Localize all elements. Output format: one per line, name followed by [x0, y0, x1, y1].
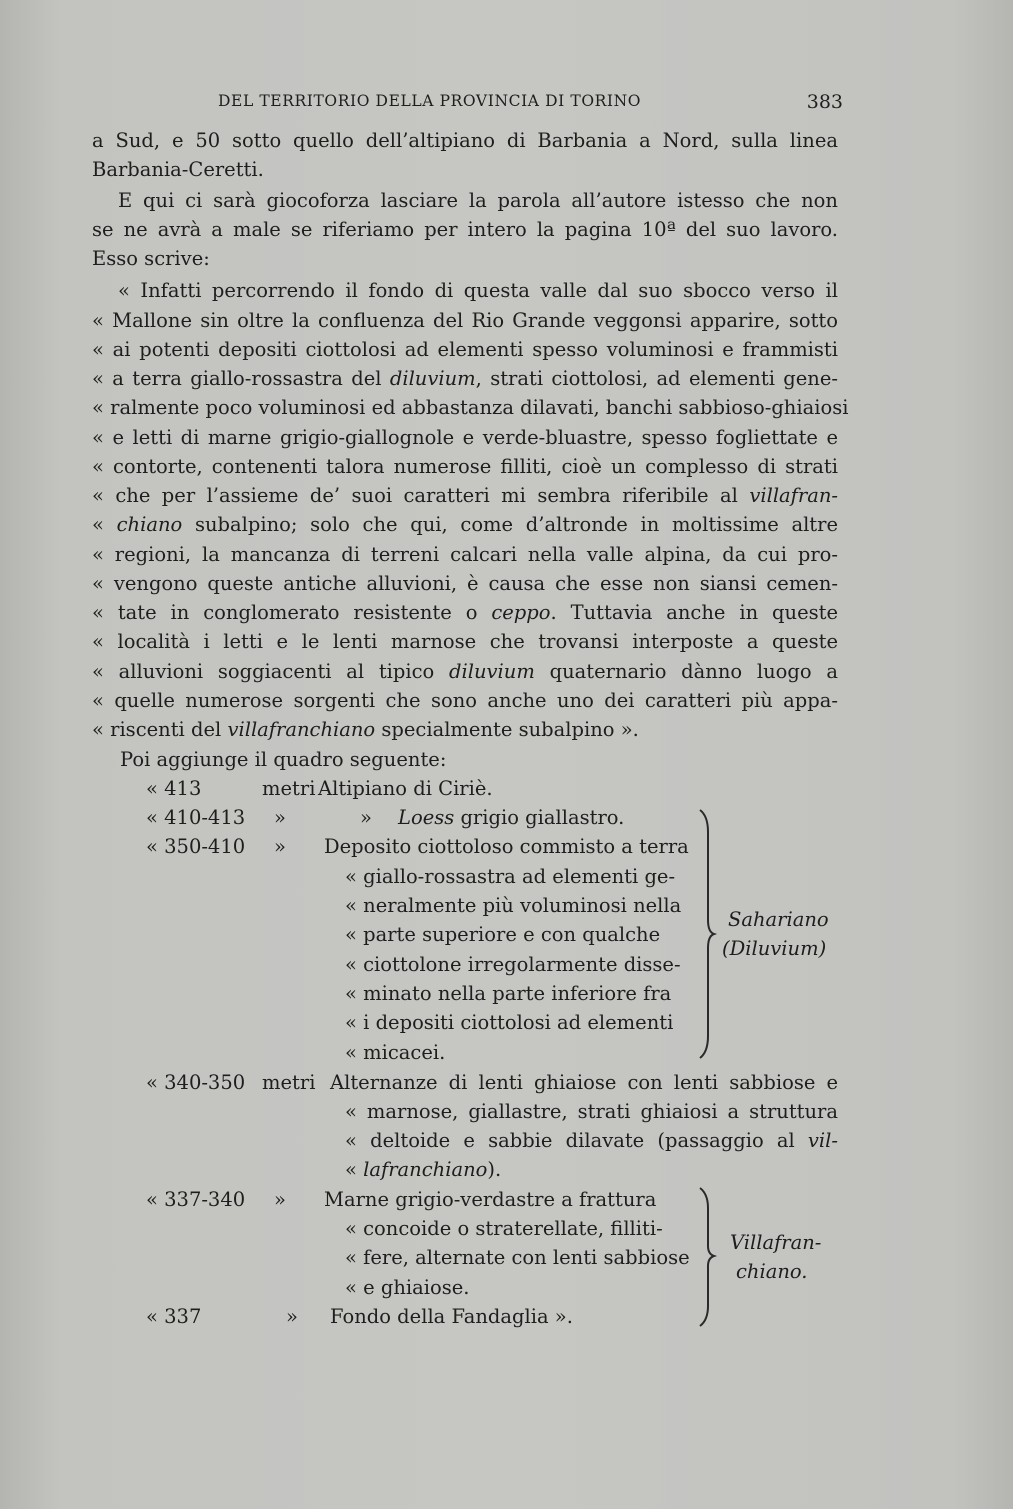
quote-italic: diluvium — [449, 660, 535, 683]
table-desc: « giallo-rossastra ad elementi ge- — [345, 865, 676, 888]
table-desc: Deposito ciottoloso commisto a terra — [324, 835, 689, 858]
table-desc-text: grigio giallastro. — [460, 806, 625, 829]
quote-text: « che per l’assieme de’ suoi caratteri mi sembra riferibile al — [92, 484, 738, 507]
quote-line — [92, 510, 838, 539]
quote-text: « alluvioni soggiacenti al tipico — [92, 660, 435, 683]
table-desc-italic: vil- — [807, 1129, 838, 1152]
quote-line: « ai potenti depositi ciottolosi ad elementi spesso voluminosi e frammisti — [92, 338, 838, 361]
table-unit: » — [274, 835, 286, 858]
table-unit: » — [274, 1188, 286, 1211]
table-range: « 350-410 — [146, 835, 246, 858]
table-unit: » — [274, 806, 286, 829]
brace-label: Villafran- — [730, 1231, 822, 1254]
table-unit: metri — [262, 777, 316, 800]
quote-line: « quelle numerose sorgenti che sono anche uno dei caratteri più appa- — [92, 689, 838, 712]
table-desc: Alternanze di lenti ghiaiose con lenti sabbiose e — [330, 1071, 838, 1094]
quote-italic: villafranchiano — [227, 718, 376, 741]
quote-text: quaternario dànno luogo a — [549, 660, 838, 683]
table-ditto: » — [360, 806, 372, 829]
quote-text: subalpino; solo che qui, come d’altronde in moltissime altre — [194, 513, 839, 536]
brace-villafranchiano — [696, 1186, 718, 1328]
quote-line — [92, 364, 838, 393]
quote-line: « località i letti e le lenti marnose che trovansi interposte a queste — [92, 630, 838, 653]
table-desc: « neralmente più voluminosi nella — [345, 894, 682, 917]
table-unit: metri — [262, 1071, 316, 1094]
quote-line: « contorte, contenenti talora numerose filliti, cioè un complesso di strati — [92, 455, 838, 478]
table-desc-text: ). — [487, 1158, 502, 1181]
table-unit: » — [286, 1305, 298, 1328]
table-desc: Altipiano di Ciriè. — [318, 777, 493, 800]
table-range: « 413 — [146, 777, 202, 800]
brace-label: chiano. — [736, 1260, 808, 1283]
quote-text: « a terra giallo-rossastra del — [92, 367, 382, 390]
table-desc: « fere, alternate con lenti sabbiose — [345, 1246, 690, 1269]
table-intro: Poi aggiunge il quadro seguente: — [120, 748, 447, 771]
quote-italic: chiano — [116, 513, 183, 536]
table-desc: Fondo della Fandaglia ». — [330, 1305, 573, 1328]
table-desc-italic: Loess — [398, 806, 455, 829]
quote-text: « — [92, 513, 104, 536]
table-range: « 410-413 — [146, 806, 246, 829]
table-range: « 337-340 — [146, 1188, 246, 1211]
text-line: se ne avrà a male se riferiamo per intero la pagina 10ª del suo lavoro. — [92, 218, 838, 241]
quote-italic: diluvium — [389, 367, 476, 390]
quote-line: « regioni, la mancanza di terreni calcari nella valle alpina, da cui pro- — [92, 543, 838, 566]
table-desc — [345, 1126, 838, 1155]
table-desc: « i depositi ciottolosi ad elementi — [345, 1011, 674, 1034]
table-desc: « parte superiore e con qualche — [345, 923, 661, 946]
table-desc: « marnose, giallastre, strati ghiaiosi a struttura — [345, 1100, 838, 1123]
table-desc-text: « deltoide e sabbie dilavate (passaggio al — [345, 1129, 795, 1152]
quote-italic: villafran- — [749, 484, 838, 507]
quote-line: « Mallone sin oltre la confluenza del Rio Grande veggonsi apparire, sotto — [92, 309, 838, 332]
table-desc: « minato nella parte inferiore fra — [345, 982, 672, 1005]
quote-line — [92, 481, 838, 510]
table-range: « 337 — [146, 1305, 202, 1328]
table-desc-text: « — [345, 1158, 357, 1181]
running-header — [218, 91, 843, 113]
quote-text: « riscenti del — [92, 718, 222, 741]
brace-label: (Diluvium) — [722, 937, 827, 960]
quote-text: « tate in conglomerato resistente o — [92, 601, 478, 624]
quote-line — [92, 598, 838, 627]
text-line: E qui ci sarà giocoforza lasciare la parola all’autore istesso che non — [118, 189, 838, 212]
text-line: a Sud, e 50 sotto quello dell’altipiano di Barbania a Nord, sulla linea — [92, 129, 838, 152]
brace-sahariano — [696, 808, 718, 1060]
quote-line: « Infatti percorrendo il fondo di questa valle dal suo sbocco verso il — [118, 279, 838, 302]
quote-line: « vengono queste antiche alluvioni, è causa che esse non siansi cemen- — [92, 572, 838, 595]
table-desc — [345, 1155, 501, 1184]
table-desc: « e ghiaiose. — [345, 1276, 470, 1299]
table-range: « 340-350 — [146, 1071, 246, 1094]
table-desc: « micacei. — [345, 1041, 446, 1064]
running-title: DEL TERRITORIO DELLA PROVINCIA DI TORINO — [218, 92, 642, 110]
page-number: 383 — [806, 91, 843, 113]
table-desc: Marne grigio-verdastre a frattura — [324, 1188, 657, 1211]
table-desc — [398, 803, 624, 832]
table-desc: « ciottolone irregolarmente disse- — [345, 953, 681, 976]
quote-line: « ralmente poco voluminosi ed abbastanza dilavati, banchi sabbioso-ghiaiosi — [92, 396, 849, 419]
quote-italic: ceppo — [491, 601, 551, 624]
table-desc: « concoide o straterellate, filliti- — [345, 1217, 663, 1240]
quote-line: « e letti di marne grigio-giallognole e verde-bluastre, spesso fogliettate e — [92, 426, 838, 449]
table-desc-italic: lafranchiano — [363, 1158, 488, 1181]
quote-line — [92, 715, 838, 744]
brace-label: Sahariano — [728, 908, 829, 931]
quote-text: specialmente subalpino ». — [381, 718, 639, 741]
text-line: Esso scrive: — [92, 247, 210, 270]
quote-line — [92, 657, 838, 686]
quote-text: , strati ciottolosi, ad elementi gene- — [475, 367, 838, 390]
text-line: Barbania-Ceretti. — [92, 158, 264, 181]
quote-text: . Tuttavia anche in queste — [550, 601, 838, 624]
